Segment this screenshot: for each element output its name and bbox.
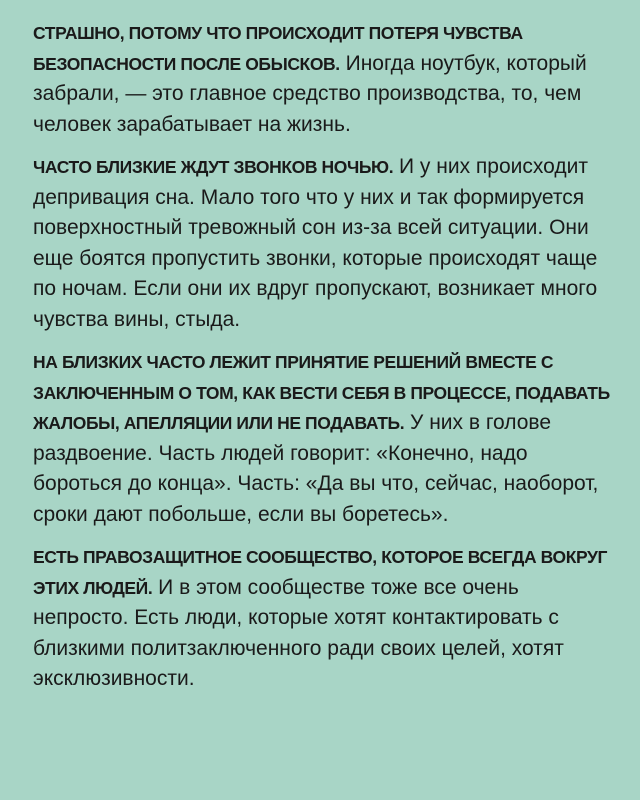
paragraph-security-loss [33, 18, 610, 140]
paragraph-lead: СТРАШНО, ПОТОМУ ЧТО ПРОИСХОДИТ ПОТЕРЯ ЧУВСТВА БЕЗОПАСНОСТИ ПОСЛЕ ОБЫСКОВ. [33, 23, 523, 74]
paragraph-text: У них в голове раздвоение. Часть людей говорит: «Конечно, надо бороться до конца». Часть: «Да вы что, сейчас, наоборот, сроки дают побольше, если вы боретесь». [33, 411, 599, 526]
paragraph-text: И у них происходит депривация сна. Мало того что у них и так формируется поверхностный тревожный сон из-за всей ситуации. Они еще боятся пропустить звонки, которые происходят чаще по ночам. Если они их вдруг пропускают, возникает много чувства вины, стыда. [33, 155, 598, 331]
paragraph-lead: ЕСТЬ ПРАВОЗАЩИТНОЕ СООБЩЕСТВО, КОТОРОЕ ВСЕГДА ВОКРУГ ЭТИХ ЛЮДЕЙ. [33, 547, 608, 598]
paragraph-human-rights-community [33, 542, 610, 695]
paragraph-lead: НА БЛИЗКИХ ЧАСТО ЛЕЖИТ ПРИНЯТИЕ РЕШЕНИЙ ВМЕСТЕ С ЗАКЛЮЧЕННЫМ О ТОМ, КАК ВЕСТИ СЕБЯ В ПРОЦЕССЕ, ПОДАВАТЬ ЖАЛОБЫ, АПЕЛЛЯЦИИ ИЛИ НЕ ПОДАВАТЬ. [33, 352, 610, 433]
paragraph-night-calls [33, 152, 610, 335]
paragraph-decisions [33, 347, 610, 530]
paragraph-text: Иногда ноутбук, который забрали, — это главное средство производства, то, чем человек зарабатывает на жизнь. [33, 51, 587, 136]
paragraph-lead: ЧАСТО БЛИЗКИЕ ЖДУТ ЗВОНКОВ НОЧЬЮ. [33, 157, 394, 177]
paragraph-text: И в этом сообществе тоже все очень непросто. Есть люди, которые хотят контактировать с близкими политзаключенного ради своих целей, хотят эксклюзивности. [33, 575, 564, 690]
